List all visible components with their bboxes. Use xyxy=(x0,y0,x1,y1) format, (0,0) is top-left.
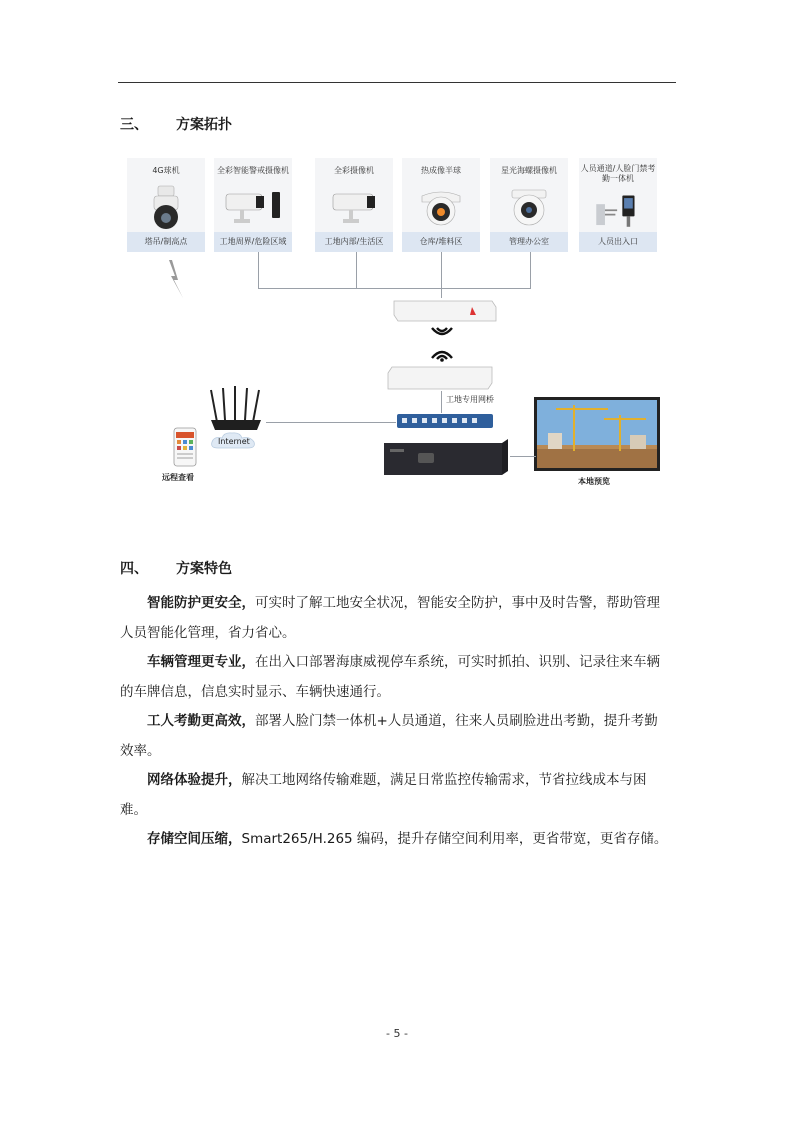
turret-camera-icon xyxy=(402,184,480,230)
connector-line xyxy=(258,252,259,288)
nvr-recorder-icon xyxy=(382,437,510,477)
bridge-transmitter-icon xyxy=(392,297,498,327)
feature-lead: 车辆管理更专业， xyxy=(147,654,255,670)
ptz-dome-camera-icon xyxy=(127,184,205,230)
feature-text: 解决工地网络传输难题，满足日常监控传输需求，节省拉线成本与困难。 xyxy=(120,772,647,818)
feature-lead: 智能防护更安全， xyxy=(147,595,255,611)
camera-card-face-access xyxy=(579,158,657,252)
camera-card-smart-alert xyxy=(214,158,292,252)
connector-line xyxy=(510,456,536,457)
monitor-preview-icon xyxy=(534,397,660,471)
smartphone-icon xyxy=(173,427,197,467)
camera-name: 4G球机 xyxy=(152,166,180,175)
camera-location: 工地周界/危险区域 xyxy=(214,232,292,252)
camera-card-full-color xyxy=(315,158,393,252)
wifi-icon xyxy=(430,326,454,342)
bullet-camera-icon xyxy=(315,184,393,230)
wireless-signal-icon xyxy=(163,258,187,300)
feature-lead: 工人考勤更高效， xyxy=(147,713,255,729)
camera-name: 全彩智能警戒摄像机 xyxy=(217,166,289,175)
camera-location: 工地内部/生活区 xyxy=(315,232,393,252)
header-rule xyxy=(118,82,676,83)
feature-paragraph xyxy=(120,825,668,855)
section-number: 四、 xyxy=(120,561,148,577)
camera-location: 管理办公室 xyxy=(490,232,568,252)
turnstile-icon xyxy=(579,192,657,232)
section-heading: 方案特色 xyxy=(176,561,232,577)
feature-lead: 存储空间压缩， xyxy=(147,831,242,847)
wifi-icon xyxy=(430,346,454,362)
section-title-topology xyxy=(120,114,232,134)
camera-card-starlight-turret xyxy=(490,158,568,252)
connector-line xyxy=(441,391,442,413)
turret-camera-icon xyxy=(490,184,568,230)
page-number: - 5 - xyxy=(386,1027,408,1040)
camera-name: 全彩摄像机 xyxy=(334,166,374,175)
connector-line xyxy=(441,252,442,288)
feature-text: 部署人脸门禁一体机+人员通道，往来人员刷脸进出考勤，提升考勤效率。 xyxy=(120,713,658,759)
feature-paragraph xyxy=(120,707,668,766)
connector-line xyxy=(530,252,531,288)
feature-text: Smart265/H.265 编码，提升存储空间利用率，更省带宽，更省存储。 xyxy=(241,831,668,847)
section-title-features xyxy=(120,558,232,578)
section-heading: 方案拓扑 xyxy=(176,117,232,133)
section-number: 三、 xyxy=(120,117,148,133)
camera-name: 热成像半球 xyxy=(421,166,461,175)
camera-name: 人员通道/人脸门禁考勤一体机 xyxy=(580,164,656,183)
camera-location: 人员出入口 xyxy=(579,232,657,252)
camera-name: 星光海螺摄像机 xyxy=(501,166,557,175)
camera-card-thermal-dome xyxy=(402,158,480,252)
camera-location: 塔吊/制高点 xyxy=(127,232,205,252)
network-switch-icon xyxy=(396,412,494,430)
feature-paragraph xyxy=(120,589,668,648)
bridge-receiver-icon xyxy=(386,365,496,391)
camera-card-4g-ptz xyxy=(127,158,205,252)
local-preview-label: 本地预览 xyxy=(578,477,610,486)
remote-view-label: 远程查看 xyxy=(162,473,194,482)
feature-text: 可实时了解工地安全状况，智能安全防护，事中及时告警，帮助管理人员智能化管理，省力省心。 xyxy=(120,595,660,641)
feature-paragraph xyxy=(120,766,668,825)
router-icon xyxy=(205,386,267,436)
connector-line xyxy=(356,252,357,288)
feature-paragraph xyxy=(120,648,668,707)
camera-location: 仓库/堆料区 xyxy=(402,232,480,252)
connector-line xyxy=(266,422,396,423)
connector-line xyxy=(258,288,531,289)
bridge-label: 工地专用网桥 xyxy=(446,395,494,404)
feature-text: 在出入口部署海康威视停车系统，可实时抓拍、识别、记录往来车辆的车牌信息，信息实时显示、车辆快速通行。 xyxy=(120,654,660,700)
feature-lead: 网络体验提升， xyxy=(147,772,242,788)
internet-label: Internet xyxy=(218,437,250,446)
bullet-camera-icon xyxy=(214,184,292,230)
